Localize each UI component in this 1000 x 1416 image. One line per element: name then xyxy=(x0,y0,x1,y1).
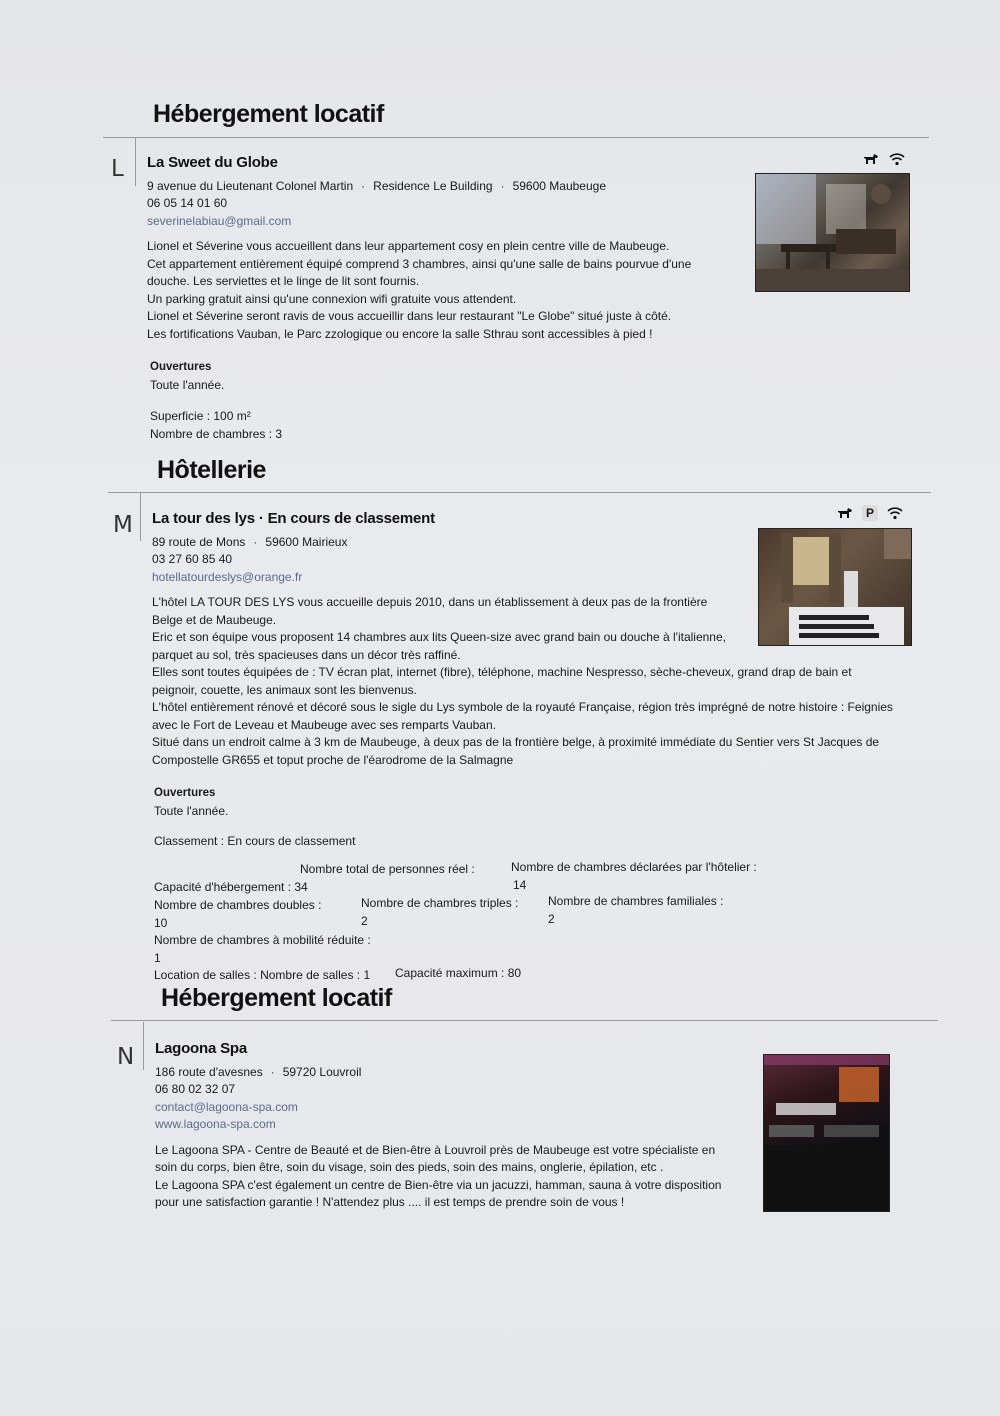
listing-address: 9 avenue du Lieutenant Colonel Martin · Residence Le Building · 59600 Maubeuge xyxy=(147,178,606,193)
description-line: Eric et son équipe vous proposent 14 chambres aux lits Queen-size avec grand bain ou douche à l'italienne, xyxy=(152,630,726,644)
index-letter: N xyxy=(117,1044,135,1070)
listing-address: 186 route d'avesnes · 59720 Louvroil xyxy=(155,1064,362,1079)
index-bar xyxy=(135,138,136,186)
listing-name: Lagoona Spa xyxy=(155,1040,247,1057)
description-line: Situé dans un endroit calme à 3 km de Maubeuge, à deux pas de la frontière belge, à proximité immédiate du Sentier vers St Jacques de xyxy=(152,735,880,749)
classement: Classement : En cours de classement xyxy=(154,834,356,848)
address-building: Residence Le Building xyxy=(373,178,493,193)
description-line: Le Lagoona SPA c'est également un centre de Bien-être via un jacuzzi, hamman, sauna à votre disposition xyxy=(155,1177,722,1192)
declared-rooms-label: Nombre de chambres déclarées par l'hôtelier : xyxy=(511,859,757,874)
description-line: Compostelle GR655 et toput proche de l'éarodrome de la Salmagne xyxy=(152,752,514,767)
capacite-maximum: Capacité maximum : 80 xyxy=(395,965,522,980)
listing-description xyxy=(147,238,747,343)
description-line: avec le Fort de Leveau et Maubeuge avec ses remparts Vauban. xyxy=(152,717,496,732)
section-title: Hôtellerie xyxy=(157,456,266,484)
description-line: peignoir, couette, les animaux sont les bienvenus. xyxy=(152,682,417,697)
listing xyxy=(147,154,747,443)
description-line: Les fortifications Vauban, le Parc zzologique ou encore la salle Sthrau sont accessibles à pied ! xyxy=(147,326,653,341)
index-bar xyxy=(143,1022,144,1070)
index-letter: M xyxy=(113,512,133,538)
listing xyxy=(155,1040,755,1212)
listing-photo xyxy=(755,173,910,292)
ouvertures-label: Ouvertures xyxy=(154,787,216,799)
doubles-label: Nombre de chambres doubles : xyxy=(154,897,322,912)
listing-description xyxy=(155,1142,755,1212)
description-line: Un parking gratuit ainsi qu'une connexion wifi gratuite vous attendent. xyxy=(147,291,517,306)
amenity-icons xyxy=(862,151,906,167)
address-city: 59600 Mairieux xyxy=(265,534,348,549)
address-street: 9 avenue du Lieutenant Colonel Martin xyxy=(147,178,354,193)
familiales-label: Nombre de chambres familiales : xyxy=(548,893,724,908)
dog-icon xyxy=(862,151,880,167)
capacite-hebergement: Capacité d'hébergement : 34 xyxy=(154,879,308,894)
declared-rooms-value: 14 xyxy=(513,877,527,892)
listing-phone: 06 05 14 01 60 xyxy=(147,196,228,210)
superficie: Superficie : 100 m² xyxy=(150,409,251,423)
listing-name: La Sweet du Globe xyxy=(147,154,278,171)
listing-phone: 06 80 02 32 07 xyxy=(155,1082,236,1096)
triples-value: 2 xyxy=(361,913,368,928)
capacity-grid xyxy=(152,859,922,982)
description-line: Cet appartement entièrement équipé comprend 3 chambres, ainsi qu'une salle de bains pourvue d'une xyxy=(147,256,692,271)
section-divider xyxy=(108,492,931,493)
wifi-icon xyxy=(888,151,906,167)
section-divider xyxy=(103,137,929,138)
description-line: Lionel et Séverine vous accueillent dans leur appartement cosy en plein centre ville de Maubeuge. xyxy=(147,239,670,253)
listing-description xyxy=(152,594,922,769)
index-bar xyxy=(140,493,141,541)
ouvertures-value: Toute l'année. xyxy=(154,803,229,818)
listing-email-link[interactable]: contact@lagoona-spa.com xyxy=(155,1099,298,1114)
address-street: 89 route de Mons xyxy=(152,534,246,549)
pmr-value: 1 xyxy=(154,950,161,965)
listing-address: 89 route de Mons · 59600 Mairieux xyxy=(152,534,348,549)
listing xyxy=(152,510,922,982)
familiales-value: 2 xyxy=(548,911,555,926)
description-line: soin du corps, bien être, soin du visage, soin des pieds, soin des mains, onglerie, épilation, etc . xyxy=(155,1160,664,1174)
description-line: L'hôtel LA TOUR DES LYS vous accueille depuis 2010, dans un établissement à deux pas de la frontière xyxy=(152,595,708,609)
listing-email-link[interactable]: severinelabiau@gmail.com xyxy=(147,213,292,228)
listing-photo xyxy=(763,1054,890,1212)
description-line: Lionel et Séverine seront ravis de vous accueillir dans leur restaurant "Le Globe" situé juste à côté. xyxy=(147,309,672,323)
description-line: L'hôtel entièrement rénové et décoré sous le sigle du Lys symbole de la royauté Française, région très imprégné de notre histoire : Feignies xyxy=(152,700,893,714)
listing-email-link[interactable]: hotellatourdeslys@orange.fr xyxy=(152,569,303,584)
section-title: Hébergement locatif xyxy=(161,984,392,1012)
pmr-label: Nombre de chambres à mobilité réduite : xyxy=(154,932,371,947)
parking-icon: P xyxy=(862,505,878,521)
address-street: 186 route d'avesnes xyxy=(155,1064,263,1079)
description-line: parquet au sol, très spacieuses dans un décor très raffiné. xyxy=(152,647,461,662)
triples-label: Nombre de chambres triples : xyxy=(361,895,519,910)
chambres-count: Nombre de chambres : 3 xyxy=(150,426,283,441)
doubles-value: 10 xyxy=(154,915,168,930)
index-letter: L xyxy=(111,156,124,182)
description-line: pour une satisfaction garantie ! N'attendez plus .... il est temps de prendre soin de vous ! xyxy=(155,1195,625,1209)
salles: Location de salles : Nombre de salles : 1 xyxy=(154,967,371,982)
listing-name: La tour des lys · En cours de classement xyxy=(152,510,435,527)
listing-website-link[interactable]: www.lagoona-spa.com xyxy=(155,1117,276,1131)
description-line: Le Lagoona SPA - Centre de Beauté et de Bien-être à Louvroil près de Maubeuge est votre spécialiste en xyxy=(155,1142,716,1157)
section-title: Hébergement locatif xyxy=(153,100,384,128)
listing-phone: 03 27 60 85 40 xyxy=(152,552,233,566)
section-divider xyxy=(111,1020,938,1021)
address-city: 59600 Maubeuge xyxy=(512,178,606,193)
ouvertures-label: Ouvertures xyxy=(150,361,212,373)
address-city: 59720 Louvroil xyxy=(282,1064,362,1079)
ouvertures-value: Toute l'année. xyxy=(150,377,225,392)
description-line: douche. Les serviettes et le linge de lit sont fournis. xyxy=(147,274,420,288)
description-line: Belge et de Maubeuge. xyxy=(152,612,277,627)
total-persons-label: Nombre total de personnes réel : xyxy=(300,861,475,876)
description-line: Elles sont toutes équipées de : TV écran plat, internet (fibre), téléphone, machine Nespresso, sèche-cheveux, grand drap de bain et xyxy=(152,665,852,679)
